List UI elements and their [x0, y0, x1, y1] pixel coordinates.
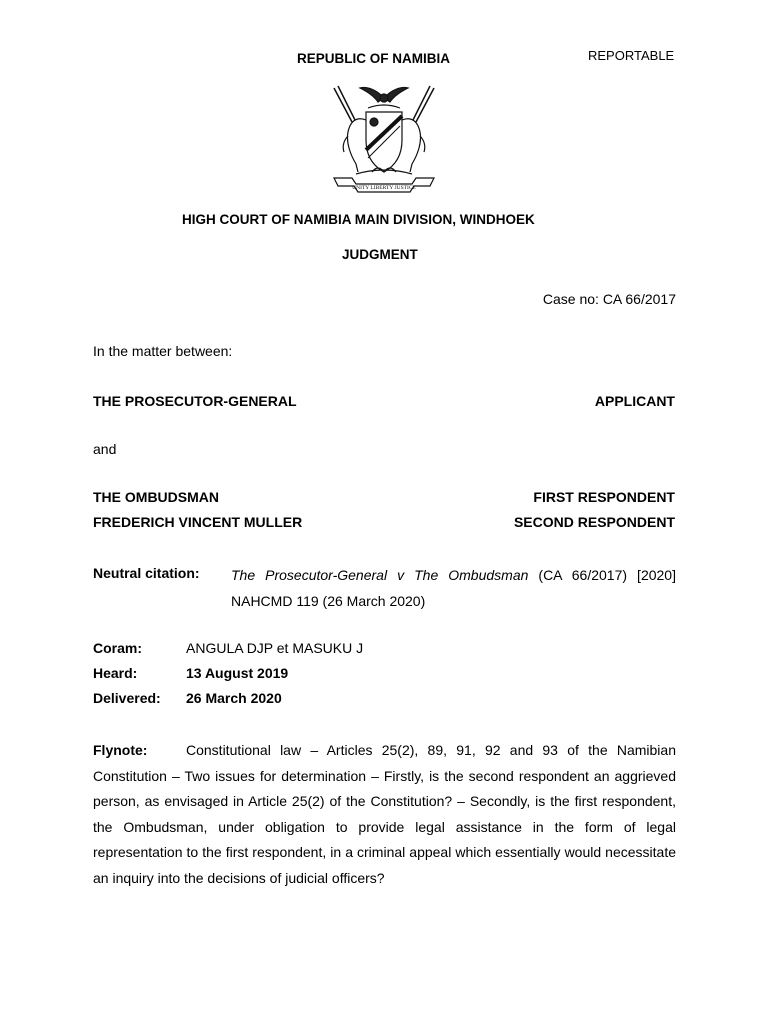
document-type: JUDGMENT — [342, 247, 418, 262]
coram-label: Coram: — [93, 640, 143, 656]
coat-of-arms-emblem — [322, 80, 446, 196]
flynote-text: Constitutional law – Articles 25(2), 89, 91, 92 and 93 of the Namibian Constitution – Two issues for determination – Firstly, is the second respondent an aggrieved person, as envisaged in Article 25(2) of the Constitution? – Secondly, is the first respondent, the Ombudsman, under obligation to provide legal assistance in the form of legal representation to the first respondent, in a criminal appeal which essentially would necessitate an inquiry into the decisions of judicial officers? — [93, 742, 676, 886]
case-number: Case no: CA 66/2017 — [542, 291, 676, 307]
applicant-name: THE PROSECUTOR-GENERAL — [93, 393, 297, 409]
flynote-label: Flynote: — [93, 742, 148, 758]
crest-motto: UNITY LIBERTY JUSTICE — [352, 185, 416, 191]
court-name: HIGH COURT OF NAMIBIA MAIN DIVISION, WINDHOEK — [182, 212, 535, 227]
and-text: and — [93, 441, 117, 457]
country-title: REPUBLIC OF NAMIBIA — [297, 51, 450, 66]
flynote-paragraph — [93, 738, 676, 891]
applicant-role: APPLICANT — [594, 393, 675, 409]
reportable-label: REPORTABLE — [588, 48, 675, 63]
citation-rest: (CA 66/2017) [2020] NAHCMD 119 (26 March 2020) — [231, 567, 676, 609]
citation-label: Neutral citation: — [93, 565, 200, 581]
first-respondent-name: THE OMBUDSMAN — [93, 489, 219, 505]
heard-value: 13 August 2019 — [186, 665, 289, 681]
heard-label: Heard: — [93, 665, 138, 681]
delivered-label: Delivered: — [93, 690, 161, 706]
second-respondent-name: FREDERICH VINCENT MULLER — [93, 514, 303, 530]
coram-value: ANGULA DJP et MASUKU J — [186, 640, 364, 656]
second-respondent-role: SECOND RESPONDENT — [513, 514, 675, 530]
matter-between: In the matter between: — [93, 343, 233, 359]
first-respondent-role: FIRST RESPONDENT — [533, 489, 675, 505]
citation-text — [231, 563, 676, 614]
delivered-value: 26 March 2020 — [186, 690, 282, 706]
citation-case-title: The Prosecutor-General v The Ombudsman — [231, 567, 529, 583]
